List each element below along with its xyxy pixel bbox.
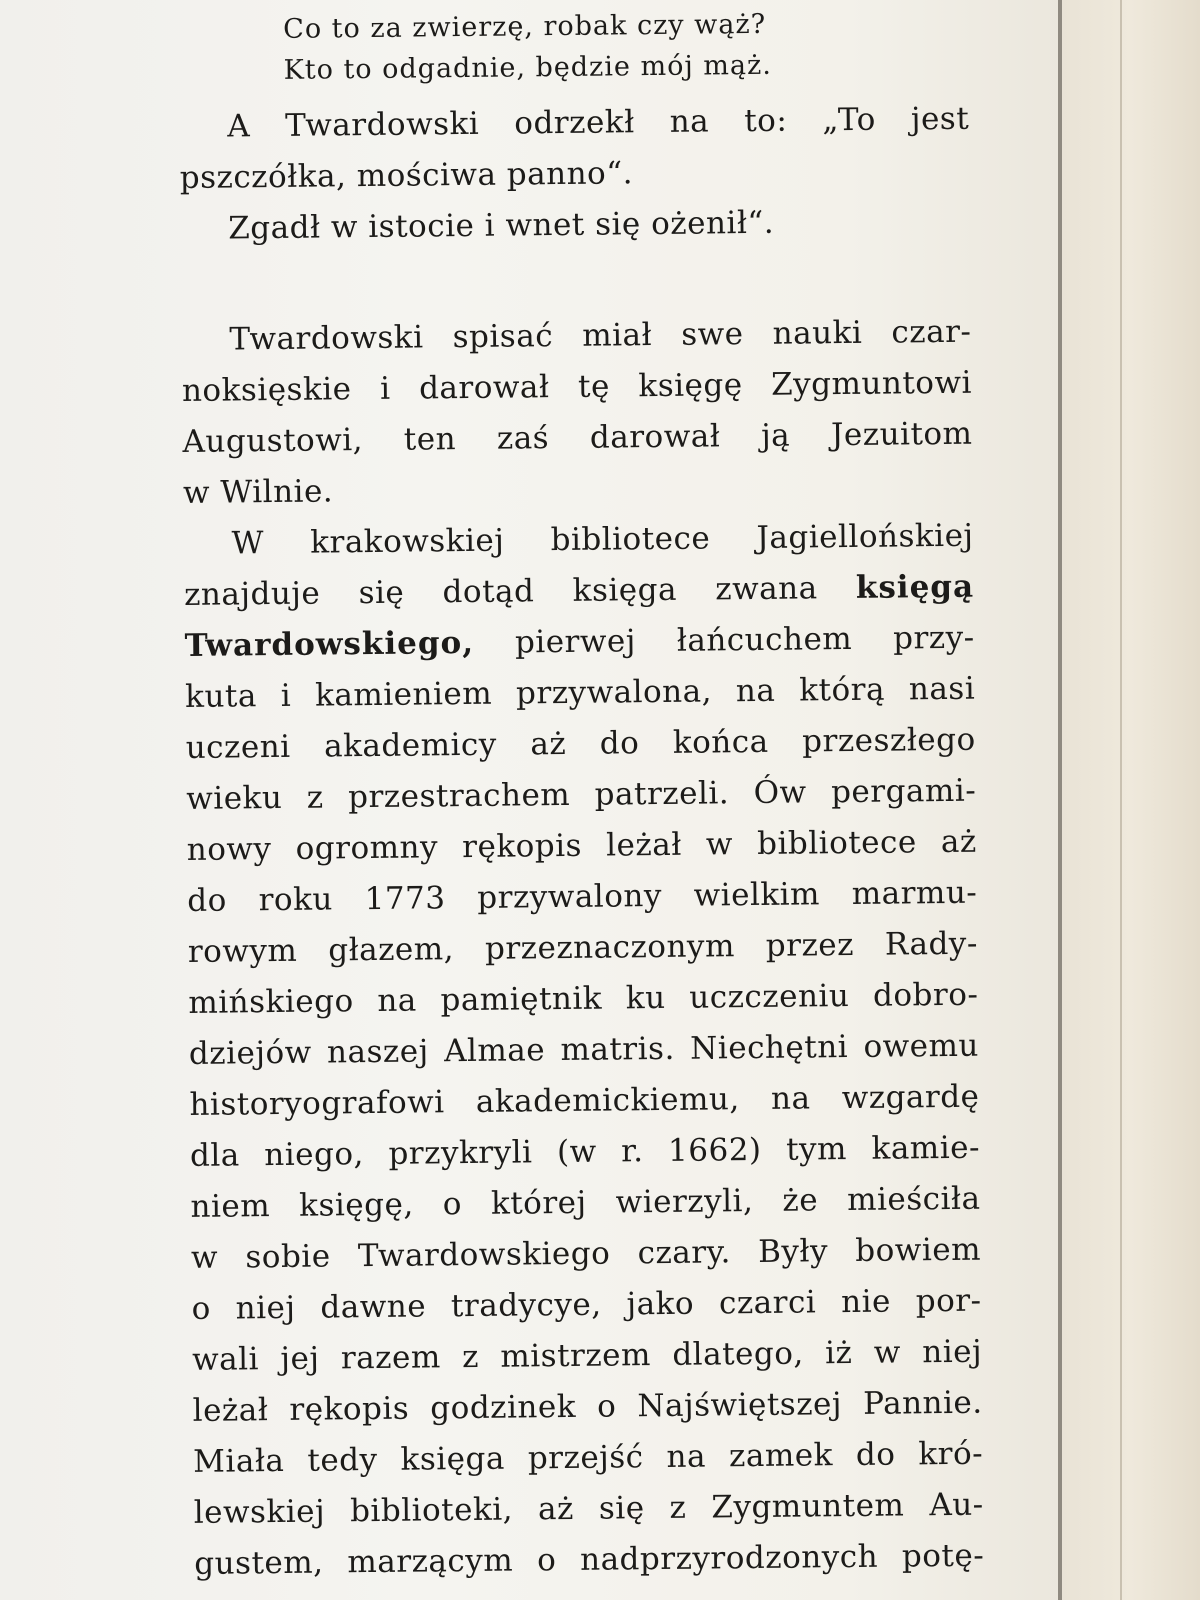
text-line: nowy ogromny rękopis leżał w bibliotece aż (186, 823, 977, 868)
text-line: uczeni akademicy aż do końca przeszłego (185, 721, 976, 766)
text-line: lewskiej biblioteki, aż się z Zygmuntem Au- (193, 1486, 984, 1531)
text-line: Miała tedy księga przejść na zamek do kró- (193, 1435, 984, 1480)
bold-term: księgą (855, 568, 975, 606)
text-segment: znajduje się dotąd księga zwana (183, 569, 857, 613)
text-line: W krakowskiej bibliotece Jagiellońskiej (231, 517, 974, 562)
text-line: rowym głazem, przeznaczonym przez Rady- (187, 925, 979, 970)
page-text (178, 2, 985, 1590)
text-line: pszczółka, mościwa panno“. (179, 155, 634, 196)
text-line: w Wilnie. (182, 473, 334, 511)
text-line: niem księgę, o której wierzyli, że mieściła (190, 1180, 981, 1225)
paragraph-book-gift (181, 307, 973, 519)
text-line: o niej dawne tradycye, jako czarci nie por- (191, 1282, 982, 1327)
text-line: w sobie Twardowskiego czary. Były bowiem (190, 1231, 982, 1276)
text-line: historyografowi akademickiemu, na wzgardę (189, 1078, 980, 1123)
text-line: wieku z przestrachem patrzeli. Ów pergami- (186, 772, 977, 817)
text-line: noksięskie i darował tę księgę Zygmuntowi (181, 364, 973, 409)
text-line: do roku 1773 przywalony wielkim marmu- (187, 874, 978, 919)
verse-line: Kto to odgadnie, będzie mój mąż. (283, 49, 772, 86)
text-segment: pierwej łańcuchem przy- (473, 619, 975, 661)
text-line: dla niego, przykryli (w r. 1662) tym kamie- (189, 1129, 981, 1174)
text-line (184, 613, 974, 672)
text-line: A Twardowski odrzekł na to: „To jest (227, 100, 970, 145)
paragraph-answer (179, 94, 971, 255)
text-line: leżał rękopis godzinek o Najświętszej Pannie. (192, 1384, 983, 1429)
text-line: Zgadł w istocie i wnet się ożenił“. (228, 204, 775, 247)
text-line: gustem, marzącym o nadprzyrodzonych potę- (194, 1537, 985, 1582)
adjacent-page-edge (1120, 0, 1122, 1600)
text-line: dziejów naszej Almae matris. Niechętni owemu (188, 1027, 980, 1072)
adjacent-page (1062, 0, 1200, 1600)
paragraph-jagiellonian-library (183, 511, 984, 1590)
text-line: wali jej razem z mistrzem dlatego, iż w niej (191, 1333, 983, 1378)
text-line: Augustowi, ten zaś darował ją Jezuitom (182, 415, 973, 460)
text-line: mińskiego na pamiętnik ku uczczeniu dobro- (188, 976, 979, 1021)
text-line (184, 562, 974, 621)
bold-term: Twardowskiego, (184, 624, 475, 664)
text-line: Twardowski spisać miał swe nauki czar- (229, 313, 972, 358)
text-line: kuta i kamieniem przywalona, na którą nasi (185, 670, 976, 715)
verse-block (178, 2, 969, 92)
verse-line: Co to za zwierzę, robak czy wąż? (283, 8, 767, 45)
